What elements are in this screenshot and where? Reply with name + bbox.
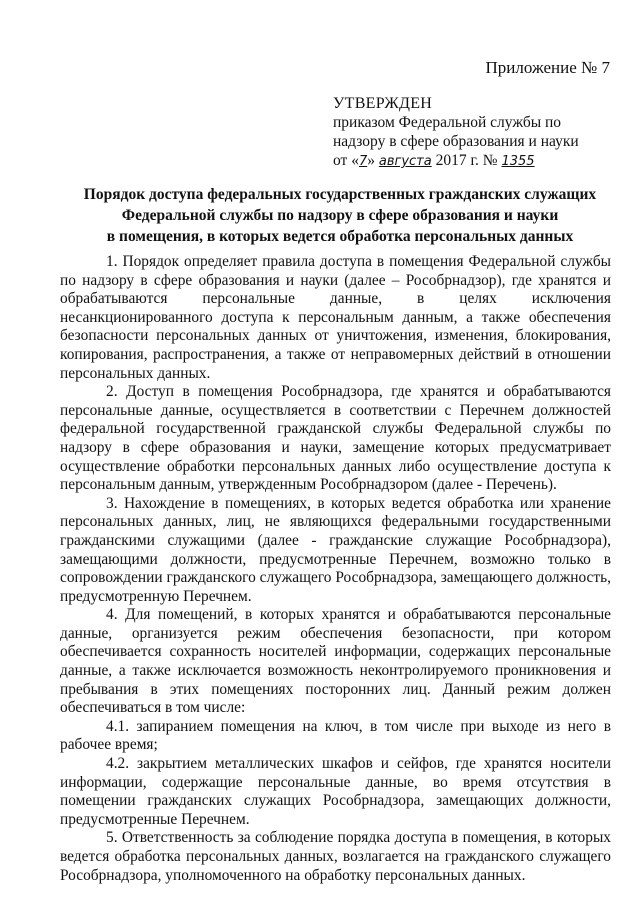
title-line-2: Федеральной службы по надзору в сфере образования и науки [121, 207, 559, 224]
document-title [70, 184, 610, 247]
date-prefix: от « [333, 152, 359, 169]
order-day: 7 [358, 154, 368, 169]
approval-line-1: приказом Федеральной службы по [333, 114, 562, 131]
title-line-3: в помещения, в которых ведется обработка персональных данных [106, 228, 574, 245]
paragraph-5: 5. Ответственность за соблюдение порядка доступа в помещения, в которых ведется обработка персональных данных, возлагается на гражданского служащего Рособрнадзора, уполномоченного на обработку персональных данных. [60, 829, 611, 884]
title-line-1: Порядок доступа федеральных государственных гражданских служащих [83, 186, 597, 203]
order-number: 1355 [501, 154, 535, 169]
paragraph-4-2: 4.2. закрытием металлических шкафов и сейфов, где хранятся носители информации, содержащие персональные данные, во время отсутствия в помещении гражданских служащих Рособрнадзора, замещающих должности, предусмотренные Перечнем. [60, 755, 611, 828]
paragraph-3: 3. Нахождение в помещениях, в которых ведется обработка или хранение персональных данных, лиц, не являющихся федеральными государственными гражданскими служащими (далее - гражданские служащие Рособрнадзора), замещающими должности, предусмотренные Перечнем, возможно только в сопровождении гражданского служащего Рособрнадзора, замещающего должность, предусмотренную Перечнем. [60, 494, 611, 605]
appendix-label: Приложение № 7 [485, 58, 610, 77]
approval-line-2: надзору в сфере образования и науки [333, 133, 579, 150]
order-month: августа [378, 154, 432, 169]
paragraph-1: 1. Порядок определяет правила доступа в помещения Федеральной службы по надзору в сфере образования и науки (далее – Рособрнадзор), где хранятся и обрабатываются персональные данные, в целях исключения несанкционированного доступа к персональным данным, а также обеспечения безопасности персональных данных от уничтожения, изменения, блокирования, копирования, распространения, а также от неправомерных действий в отношении персональных данных. [60, 253, 611, 382]
paragraph-4-1: 4.1. запиранием помещения на ключ, в том числе при выходе из него в рабочее время; [60, 717, 611, 754]
approval-heading: УТВЕРЖДЕН [333, 95, 433, 112]
paragraph-2: 2. Доступ в помещения Рособрнадзора, где хранятся и обрабатываются персональные данные, осуществляется в соответствии с Перечнем должностей федеральной государственной гражданской службы Федеральной службы по надзору в сфере образования и науки, замещение которых предусматривает осуществление обработки персональных данных либо осуществление доступа к персональным данным, утвержденным Рособрнадзором (далее - Перечень). [60, 383, 611, 494]
approval-block [333, 94, 623, 171]
paragraph-4: 4. Для помещений, в которых хранятся и обрабатываются персональные данные, организуется режим обеспечения безопасности, при котором обеспечивается сохранность носителей информации, содержащих персональные данные, а также исключается возможность неконтролируемого проникновения и пребывания в этих помещениях посторонних лиц. Данный режим должен обеспечиваться в том числе: [60, 606, 611, 717]
approval-date-line [333, 151, 623, 171]
order-year: 2017 г. № [435, 152, 498, 169]
date-mid: » [367, 152, 375, 169]
document-body [60, 253, 611, 885]
